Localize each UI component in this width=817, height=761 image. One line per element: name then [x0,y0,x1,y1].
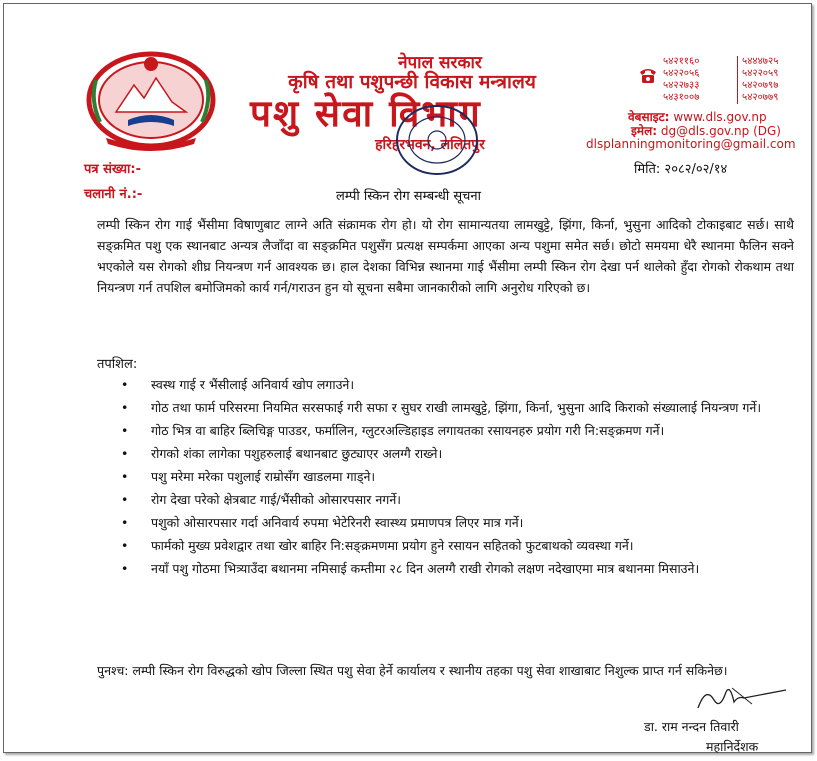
nepal-emblem-icon [76,40,226,152]
list-item [121,375,791,395]
list-item [121,513,791,533]
email-secondary-link[interactable]: dlsplanningmonitoring@gmail.com [586,137,796,151]
list-item-text: गोठ तथा फार्म परिसरमा नियमित सरसफाई गरी सफा र सुघर राखी लामखुट्टे, झिंगा, किर्ना, भुसुना आदि किराको संख्यालाई नियन्त्रण गर्ने। [151,400,762,415]
list-item-text: फार्मको मुख्य प्रवेशद्वार तथा खोर बाहिर नि:सङ्क्रमणमा प्रयोग हुने रसायन सहितको फुटबाथको व्यवस्था गर्ने। [151,538,634,553]
website-link[interactable]: www.dls.gov.np [673,110,767,124]
department-name: पशु सेवा विभाग [250,92,482,135]
letter-date: मिति: २०८२/०२/१४ [634,162,728,177]
list-item [121,490,791,510]
list-item [121,398,791,418]
ministry-name: कृषि तथा पशुपन्छी विकास मन्त्रालय [288,71,536,93]
bullet-icon: • [121,377,129,392]
phone-number: ५४२११६० [663,56,700,67]
phone-number: ५४२०७९७ [742,80,779,91]
signer-name: डा. राम नन्दन तिवारी [644,719,739,734]
list-item-text: स्वस्थ गाई र भैंसीलाई अनिवार्य खोप लगाउने। [151,377,355,392]
bullet-icon: • [121,515,129,530]
phone-number: ५४२०७७९ [742,92,779,103]
postscript-note: पुनश्च: लम्पी स्किन रोग विरुद्धको खोप जिल्ला स्थित पशु सेवा हेर्ने कार्यालय र स्थानीय तहका पशु सेवा शाखाबाट निशुल्क प्राप्त गर्न सकिनेछ। [97,663,728,678]
list-item-text: रोगको शंका लागेका पशुहरुलाई बथानबाट छुट्याएर अलग्गै राख्ने। [151,446,443,461]
letter-number-label: पत्र संख्या:- [84,162,141,177]
letter-page [3,3,812,753]
list-item-text: पशु मरेमा मरेका पशुलाई राम्रोसँग खाडलमा गाड्ने। [151,469,376,484]
website-label: वेबसाइट: [628,110,670,124]
bullet-icon: • [121,561,129,576]
list-item [121,559,791,579]
bullet-icon: • [121,469,129,484]
list-item [121,421,791,441]
phone-number: ५४३१००७ [663,92,700,103]
signature-icon [694,682,789,712]
subject-line: लम्पी स्किन रोग सम्बन्धी सूचना [336,189,481,204]
signer-title: महानिर्देशक [706,739,759,754]
department-address: हरिहरभवन, ललितपुर [375,137,485,153]
phone-icon [638,66,658,84]
government-name: नेपाल सरकार [398,53,482,73]
phone-number: ५४४४७२५ [742,56,779,67]
list-item [121,467,791,487]
list-item-text: नयाँ पशु गोठमा भित्र्याउँदा बथानमा नमिसाई कम्तीमा २८ दिन अलग्गै राखी रोगको लक्षण नदेखाएमा मात्र बथानमा मिसाउने। [151,561,700,576]
list-title: तपशिल: [97,357,138,372]
bullet-icon: • [121,423,129,438]
list-item-text: रोग देखा परेको क्षेत्रबाट गाई/भैंसीको ओसारपसार नगर्ने। [151,492,401,507]
list-item [121,536,791,556]
list-item-text: पशुको ओसारपसार गर्दा अनिवार्य रुपमा भेटेरिनरी स्वास्थ्य प्रमाणपत्र लिएर मात्र गर्ने। [151,515,524,530]
phone-list-right [737,56,778,104]
department-seal-icon [387,100,487,180]
phone-list-left [663,56,699,104]
bullet-icon: • [121,538,129,553]
phone-number: ५४२२७३३ [663,80,700,91]
bullet-icon: • [121,400,129,415]
list-item [121,444,791,464]
dispatch-number-label: चलानी नं.:- [84,187,143,202]
instructions-list [121,375,791,582]
phone-number: ५४२२०५९ [742,68,779,79]
bullet-icon: • [121,492,129,507]
list-item-text: गोठ भित्र वा बाहिर ब्लिचिङ्ग पाउडर, फर्मालिन, ग्लुटरअल्डिहाइड लगायतका रसायनहरु प्रयोग गरी नि:सङ्क्रमण गर्ने। [151,423,665,438]
body-paragraph: लम्पी स्किन रोग गाई भैंसीमा विषाणुबाट लाग्ने अति संक्रामक रोग हो। यो रोग सामान्यतया लामखुट्टे, झिंगा, किर्ना, भुसुना आदिको टोकाइबाट सर्छ। साथै सङ्क्रमित पशु एक स्थानबाट अन्यत्र लैजाँदा वा सङ्क्रमित पशुसँग प्रत्यक्ष सम्पर्कमा आएका अन्य पशुमा समेत सर्छ। छोटो समयमा धेरै स्थानमा फैलिन सक्ने भएकोले यस रोगको शीघ्र नियन्त्रण गर्न आवश्यक छ। हाल देशका विभिन्न स्थानमा गाई भैंसीमा लम्पी स्किन रोग देखा पर्न थालेको हुँदा रोगको रोकथाम तथा नियन्त्रण गर्न तपशिल बमोजिमको कार्य गर्न/गराउन हुन यो सूचना सबैमा जानकारीको लागि अनुरोध गरिएको छ। [97,217,794,295]
bullet-icon: • [121,446,129,461]
email-label: इमेल: [631,124,658,138]
phone-number: ५४२२०५६ [663,68,700,79]
email-link[interactable]: dg@dls.gov.np (DG) [660,124,781,138]
